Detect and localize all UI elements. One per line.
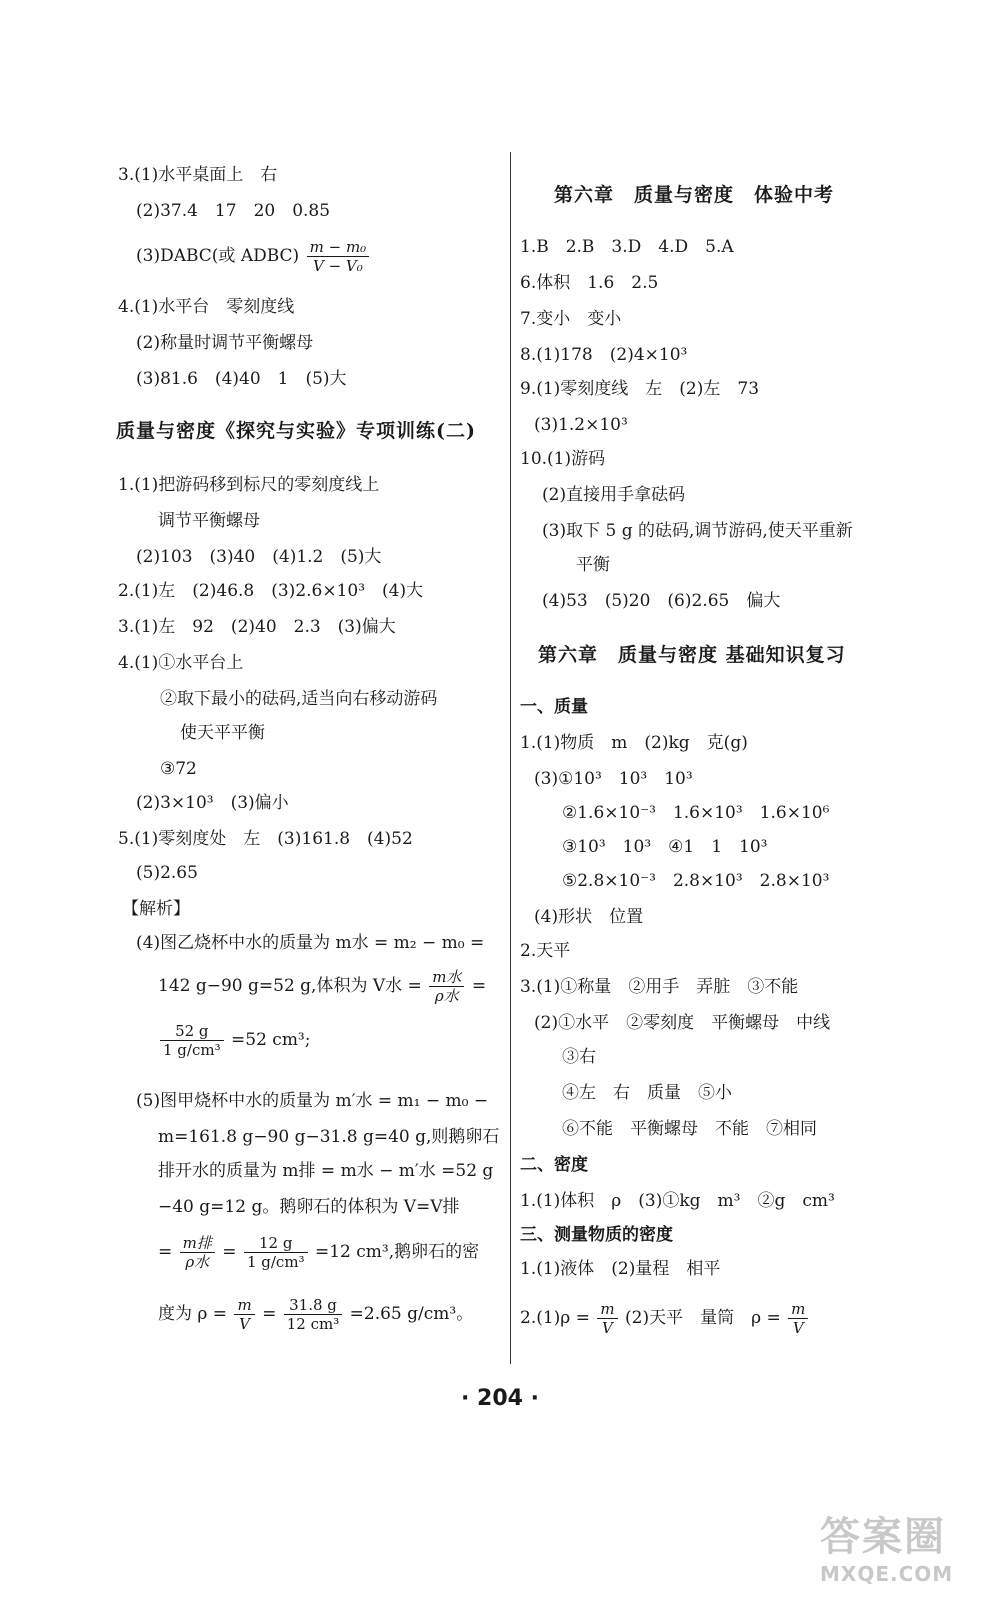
answer-line: 1.(1)体积 ρ (3)①kg m³ ②g cm³: [520, 1191, 835, 1211]
answer-line: ⑥不能 平衡螺母 不能 ⑦相同: [562, 1119, 817, 1139]
fraction: [597, 1300, 617, 1337]
chapter-heading: 第六章 质量与密度 体验中考: [554, 184, 835, 206]
numerator: m排: [180, 1234, 215, 1253]
answer-text: 2.(1)ρ =: [520, 1308, 590, 1328]
denominator: 1 g/cm³: [246, 1253, 305, 1271]
answer-line: 3.(1)左 92 (2)40 2.3 (3)偏大: [118, 617, 396, 637]
analysis-line: −40 g=12 g。鹅卵石的体积为 V=V排: [158, 1197, 460, 1217]
denominator: 12 cm³: [286, 1315, 340, 1333]
numerator: m: [788, 1300, 808, 1319]
denominator: V: [792, 1319, 804, 1337]
denominator: V: [602, 1319, 613, 1337]
answer-line: [520, 1300, 810, 1337]
fraction: [234, 1296, 254, 1333]
section-title: 二、密度: [520, 1155, 588, 1175]
numerator: 52 g: [160, 1022, 224, 1041]
numerator: m水: [429, 968, 464, 987]
analysis-line: (4)图乙烧杯中水的质量为 m水 = m₂ − m₀ =: [136, 933, 485, 953]
analysis-text: =2.65 g/cm³。: [349, 1304, 474, 1324]
answer-line: 10.(1)游码: [520, 449, 606, 469]
answer-line: 6.体积 1.6 2.5: [520, 273, 659, 293]
answer-line: ②取下最小的砝码,适当向右移动游码: [160, 689, 438, 709]
chapter-heading: 第六章 质量与密度 基础知识复习: [538, 644, 846, 666]
analysis-line: [158, 1022, 310, 1059]
fraction: [284, 1296, 343, 1333]
analysis-line: [158, 1234, 479, 1271]
answer-line: 5.(1)零刻度处 左 (3)161.8 (4)52: [118, 829, 413, 849]
answer-line: 1.B 2.B 3.D 4.D 5.A: [520, 237, 734, 257]
numerator: m: [597, 1300, 617, 1319]
watermark-url: MXQE.COM: [820, 1562, 954, 1586]
answer-line: 7.变小 变小: [520, 309, 622, 329]
analysis-line: m=161.8 g−90 g−31.8 g=40 g,则鹅卵石: [158, 1127, 500, 1147]
answer-line: 3.(1)①称量 ②用手 弄脏 ③不能: [520, 977, 799, 997]
answer-line: (2)37.4 17 20 0.85: [136, 201, 331, 221]
answer-line: (3)81.6 (4)40 1 (5)大: [136, 369, 347, 389]
section-title: 三、测量物质的密度: [520, 1225, 673, 1245]
answer-line: 调节平衡螺母: [158, 511, 260, 531]
fraction: [307, 238, 370, 275]
analysis-text: =: [158, 1242, 173, 1262]
answer-line: 8.(1)178 (2)4×10³: [520, 345, 688, 365]
numerator: m − m₀: [307, 238, 370, 257]
fraction: [180, 1234, 215, 1271]
analysis-text: =: [222, 1242, 237, 1262]
answer-line: (4)形状 位置: [534, 907, 644, 927]
section-title: 一、质量: [520, 697, 588, 717]
answer-line: 4.(1)水平台 零刻度线: [118, 297, 295, 317]
answer-line: [136, 238, 371, 275]
answer-line: 平衡: [576, 555, 610, 575]
answer-line: ③72: [160, 759, 197, 779]
watermark-text: 答案圈: [820, 1514, 946, 1560]
denominator: ρ水: [185, 1253, 210, 1271]
analysis-text: =12 cm³,鹅卵石的密: [314, 1242, 480, 1262]
answer-line: (3)1.2×10³: [534, 415, 628, 435]
analysis-text: =: [471, 976, 487, 996]
fraction: [429, 968, 464, 1005]
fraction: [160, 1022, 224, 1059]
page-number: · 204 ·: [461, 1386, 539, 1411]
answer-line: (4)53 (5)20 (6)2.65 偏大: [542, 591, 781, 611]
analysis-line: [158, 968, 486, 1005]
fraction: [788, 1300, 808, 1337]
answer-text: (2)天平 量筒 ρ =: [625, 1308, 781, 1328]
answer-line: 9.(1)零刻度线 左 (2)左 73: [520, 379, 760, 399]
answer-line: (3)①10³ 10³ 10³: [534, 769, 693, 789]
answer-line: ③10³ 10³ ④1 1 10³: [562, 837, 768, 857]
denominator: V: [239, 1315, 250, 1333]
answer-line: (2)103 (3)40 (4)1.2 (5)大: [136, 547, 382, 567]
denominator: ρ水: [434, 987, 459, 1005]
answer-line: (2)称量时调节平衡螺母: [136, 333, 314, 353]
denominator: V − V₀: [313, 257, 363, 275]
section-heading: 质量与密度《探究与实验》专项训练(二): [116, 420, 476, 442]
answer-line: 4.(1)①水平台上: [118, 653, 244, 673]
answer-line: (2)①水平 ②零刻度 平衡螺母 中线: [534, 1013, 831, 1033]
answer-line: 2.(1)左 (2)46.8 (3)2.6×10³ (4)大: [118, 581, 424, 601]
analysis-text: 142 g−90 g=52 g,体积为 V水 =: [158, 976, 422, 996]
analysis-line: 排开水的质量为 m排 = m水 − m′水 =52 g: [158, 1161, 494, 1181]
answer-line: 1.(1)物质 m (2)kg 克(g): [520, 733, 748, 753]
answer-line: 1.(1)液体 (2)量程 相平: [520, 1259, 721, 1279]
answer-text: (3)DABC(或 ADBC): [136, 246, 300, 266]
analysis-text: 度为 ρ =: [158, 1304, 228, 1324]
analysis-text: =52 cm³;: [231, 1030, 311, 1050]
fraction: [244, 1234, 308, 1271]
answer-line: ③右: [562, 1047, 596, 1067]
column-divider: [510, 152, 511, 1364]
answer-line: ⑤2.8×10⁻³ 2.8×10³ 2.8×10³: [562, 871, 830, 891]
denominator: 1 g/cm³: [163, 1041, 221, 1059]
answer-line: (2)3×10³ (3)偏小: [136, 793, 289, 813]
watermark-logo: [820, 1505, 953, 1586]
answer-line: ④左 右 质量 ⑤小: [562, 1083, 732, 1103]
answer-line: (5)2.65: [136, 863, 198, 883]
answer-line: 2.天平: [520, 941, 571, 961]
analysis-line: [158, 1296, 473, 1333]
numerator: m: [234, 1296, 254, 1315]
numerator: 31.8 g: [284, 1296, 343, 1315]
answer-line: (3)取下 5 g 的砝码,调节游码,使天平重新: [542, 521, 853, 541]
analysis-text: =: [262, 1304, 277, 1324]
analysis-line: (5)图甲烧杯中水的质量为 m′水 = m₁ − m₀ −: [136, 1091, 489, 1111]
numerator: 12 g: [244, 1234, 308, 1253]
answer-line: 3.(1)水平桌面上 右: [118, 165, 278, 185]
answer-line: 1.(1)把游码移到标尺的零刻度线上: [118, 475, 380, 495]
answer-line: 使天平平衡: [180, 723, 265, 743]
answer-line: ②1.6×10⁻³ 1.6×10³ 1.6×10⁶: [562, 803, 830, 823]
analysis-label: 【解析】: [122, 899, 190, 919]
answer-line: (2)直接用手拿砝码: [542, 485, 686, 505]
